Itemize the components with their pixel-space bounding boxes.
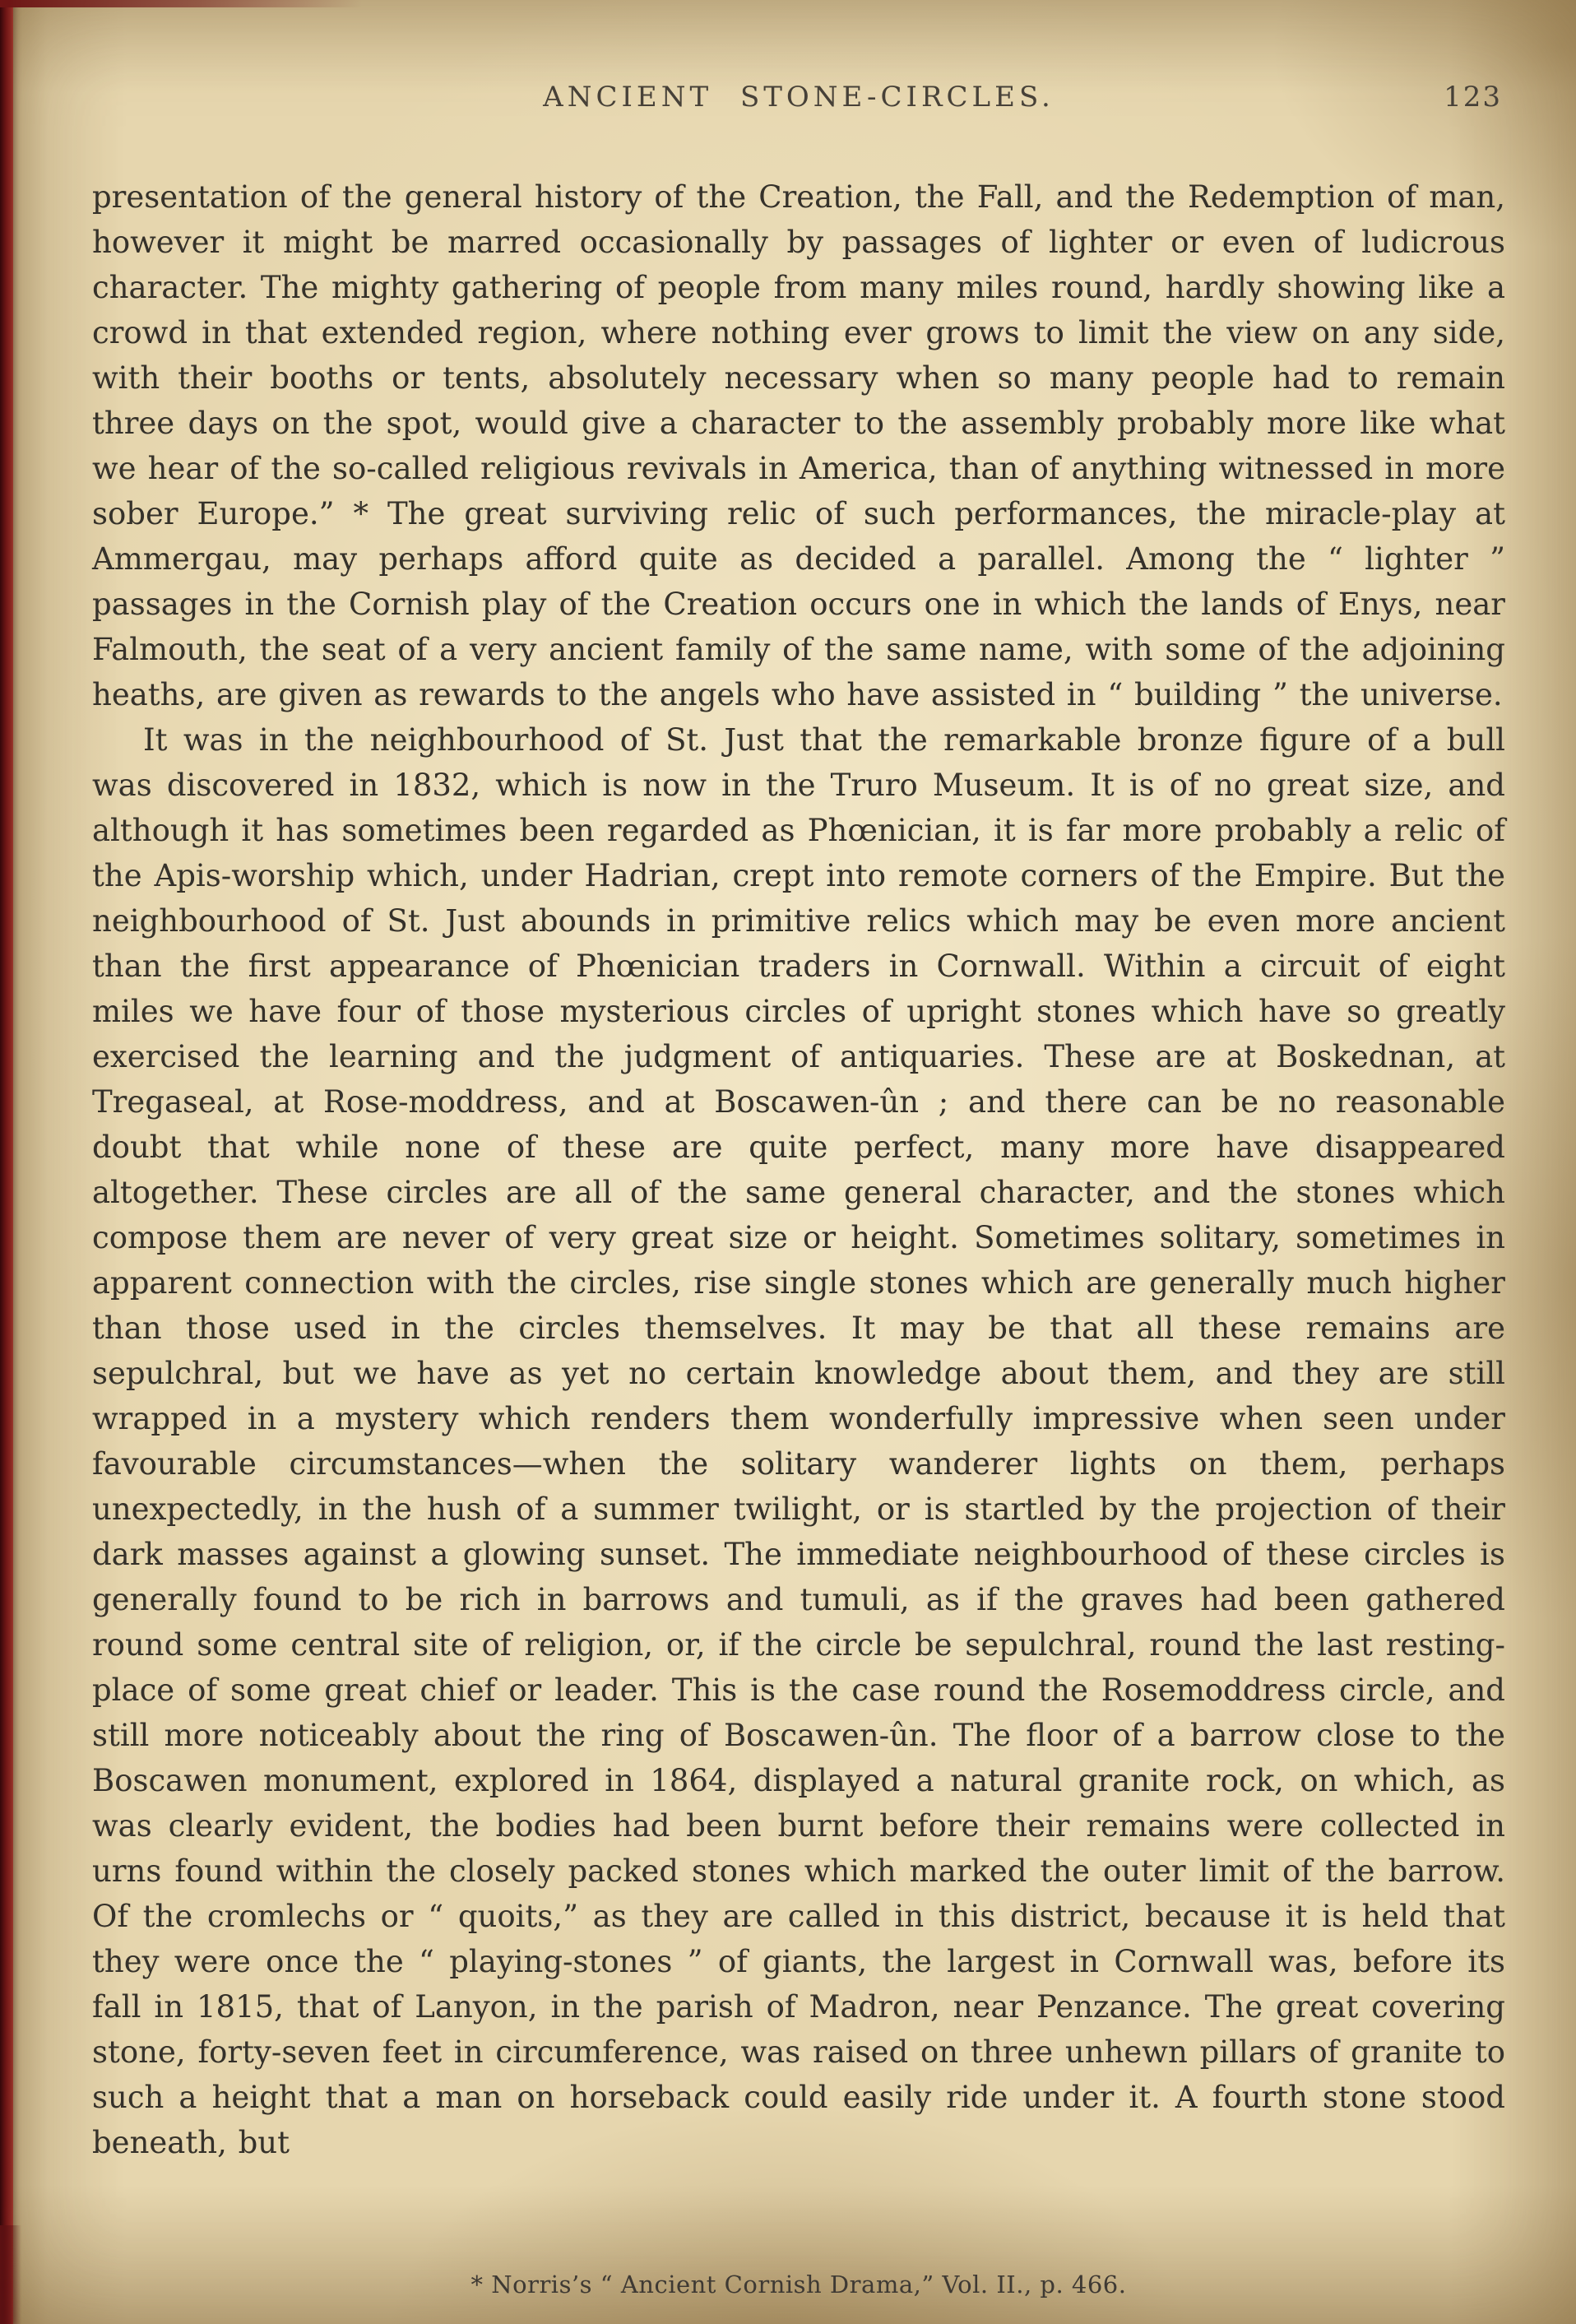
running-title: ANCIENT STONE-CIRCLES. — [543, 81, 1055, 114]
footnote: * Norris’s “ Ancient Cornish Drama,” Vol. II., p. 466. — [470, 2271, 1127, 2298]
paragraph: It was in the neighbourhood of St. Just that the remarkable bronze figure of a bull was discovered in 1832, which is now in the Truro Museum. It is of no great size, and although it has sometimes been regarded as Phœnician, it is far more probably a relic of the Apis-worship which, under Hadrian, crept into remote corners of the Empire. But the neighbourhood of St. Just abounds in primitive relics which may be even more ancient than the first appearance of Phœnician traders in Cornwall. Within a circuit of eight miles we have four of those mysterious circles of upright stones which have so greatly exercised the learning and the judgment of antiquaries. These are at Boskednan, at Tregaseal, at Rose-moddress, and at Boscawen-ûn ; and there can be no reasonable doubt that while none of these are quite perfect, many more have disappeared altogether. These circles are all of the same general character, and the stones which compose them are never of very great size or height. Sometimes solitary, sometimes in apparent connection with the circles, rise single stones which are generally much higher than those used in the circles themselves. It may be that all these remains are sepulchral, but we have as yet no certain knowledge about them, and they are still wrapped in a mystery which renders them wonderfully impressive when seen under favourable circumstances—when the solitary wanderer lights on them, perhaps unexpectedly, in the hush of a summer twilight, or is startled by the projection of their dark masses against a glowing sunset. The immediate neighbourhood of these circles is generally found to be rich in barrows and tumuli, as if the graves had been gathered round some central site of religion, or, if the circle be sepulchral, round the last resting-place of some great chief or leader. This is the case round the Rosemoddress circle, and still more noticeably about the ring of Boscawen-ûn. The floor of a barrow close to the Boscawen monument, explored in 1864, displayed a natural granite rock, on which, as was clearly evident, the bodies had been burnt before their remains were collected in urns found within the closely packed stones which marked the outer limit of the barrow. Of the cromlechs or “ quoits,” as they are called in this district, because it is held that they were once the “ playing-stones ” of giants, the largest in Cornwall was, before its fall in 1815, that of Lanyon, in the parish of Madron, near Penzance. The great covering stone, forty-seven feet in circumference, was raised on three unhewn pillars of granite to such a height that a man on horseback could easily ride under it. A fourth stone stood beneath, but — [92, 722, 1505, 2160]
body-text — [92, 174, 1505, 2165]
printed-page — [92, 0, 1505, 2298]
book-cover-edge — [0, 0, 13, 2324]
page-header — [92, 81, 1505, 122]
page-number: 123 — [1444, 81, 1502, 114]
book-cover-edge-bottom — [0, 2225, 21, 2324]
paragraph-continuation: presentation of the general history of the Creation, the Fall, and the Redemption of man, however it might be marred occasionally by passages of lighter or even of ludicrous character. The mighty gathering of people from many miles round, hardly showing like a crowd in that extended region, where nothing ever grows to limit the view on any side, with their booths or tents, absolutely necessary when so many people had to remain three days on the spot, would give a character to the assembly probably more like what we hear of the so-called religious revivals in America, than of anything witnessed in more sober Europe.” * The great surviving relic of such performances, the miracle-play at Ammergau, may perhaps afford quite as decided a parallel. Among the “ lighter ” passages in the Cornish play of the Creation occurs one in which the lands of Enys, near Falmouth, the seat of a very ancient family of the same name, with some of the adjoining heaths, are given as rewards to the angels who have assisted in “ building ” the universe. — [92, 179, 1505, 712]
